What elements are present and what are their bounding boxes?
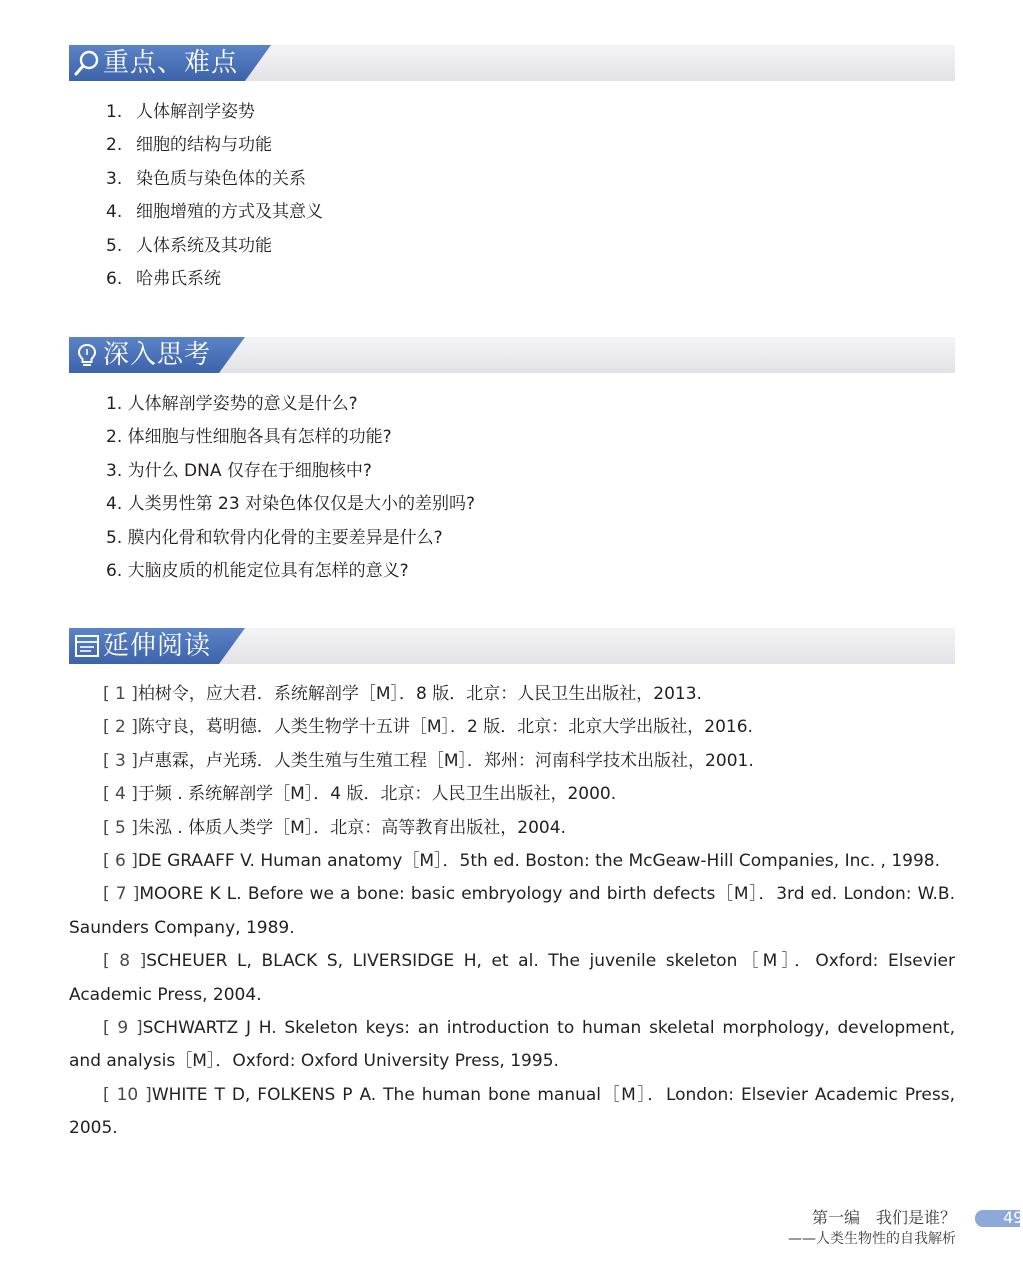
section-title: 深入思考	[103, 340, 212, 370]
list-item: 5. 膜内化骨和软骨内化骨的主要差异是什么?	[106, 527, 443, 548]
reference-item: [ 4 ]于频 . 系统解剖学［M］．4 版．北京：人民卫生出版社，2000.	[103, 784, 617, 805]
reference-item: [ 7 ]MOORE K L. Before we a bone: basic embryology and birth defects［M］．3rd ed. London: W.B. Saunders Company, 1989.	[69, 884, 955, 938]
lightbulb-icon	[73, 341, 101, 369]
footer-part-title: 第一编 我们是谁？	[811, 1208, 956, 1227]
section-header-key-points	[69, 45, 955, 81]
list-item: 6. 大脑皮质的机能定位具有怎样的意义?	[106, 560, 409, 581]
section-header-further-reading	[69, 628, 955, 664]
list-item: 4. 人类男性第 23 对染色体仅仅是大小的差别吗?	[106, 494, 476, 515]
section-header-reflection	[69, 337, 955, 373]
list-item: 6. 哈弗氏系统	[106, 268, 221, 289]
list-item: 1. 人体解剖学姿势	[106, 102, 255, 122]
book-icon	[73, 632, 101, 660]
page-number-tab	[975, 1208, 1023, 1227]
page-footer	[788, 1207, 956, 1249]
section-title: 重点、难点	[103, 48, 239, 78]
page-number: 49	[1003, 1208, 1023, 1227]
list-item: 1. 人体解剖学姿势的意义是什么?	[106, 394, 358, 414]
reflection-list	[106, 388, 475, 588]
reference-item: [ 3 ]卢惠霖，卢光琇．人类生殖与生殖工程［M］．郑州：河南科学技术出版社，2001.	[103, 750, 754, 771]
list-item: 4. 细胞增殖的方式及其意义	[106, 202, 323, 223]
magnifier-icon	[73, 49, 101, 77]
reference-item: [ 2 ]陈守良，葛明德．人类生物学十五讲［M］．2 版．北京：北京大学出版社，2016.	[103, 717, 753, 738]
section-title: 延伸阅读	[103, 631, 212, 661]
reference-item: [ 9 ]SCHWARTZ J H. Skeleton keys: an introduction to human skeletal morphology, development, and analysis［M］．Oxford: Oxford University Press, 1995.	[69, 1018, 956, 1072]
footer-subtitle: ——人类生物性的自我解析	[788, 1231, 956, 1247]
reference-item: [ 1 ]柏树令，应大君．系统解剖学［M］．8 版．北京：人民卫生出版社，2013.	[103, 684, 702, 704]
list-item: 3. 染色质与染色体的关系	[106, 168, 306, 189]
list-item: 2. 体细胞与性细胞各具有怎样的功能?	[106, 427, 392, 448]
reference-list	[69, 678, 955, 1146]
list-item: 3. 为什么 DNA 仅存在于细胞核中?	[106, 460, 372, 481]
key-points-list	[106, 96, 323, 296]
reference-item: [ 5 ]朱泓 . 体质人类学［M］．北京：高等教育出版社，2004.	[103, 817, 566, 838]
reference-item: [ 6 ]DE GRAAFF V. Human anatomy［M］．5th ed. Boston: the McGeaw-Hill Companies, Inc. , 1998.	[103, 851, 940, 872]
reference-item: [ 10 ]WHITE T D, FOLKENS P A. The human bone manual［M］．London: Elsevier Academic Press, 2005.	[69, 1084, 955, 1139]
list-item: 5. 人体系统及其功能	[106, 235, 272, 256]
list-item: 2. 细胞的结构与功能	[106, 135, 272, 156]
reference-item: [ 8 ]SCHEUER L, BLACK S, LIVERSIDGE H, et al. The juvenile skeleton［M］．Oxford: Elsevier Academic Press, 2004.	[69, 951, 955, 1005]
